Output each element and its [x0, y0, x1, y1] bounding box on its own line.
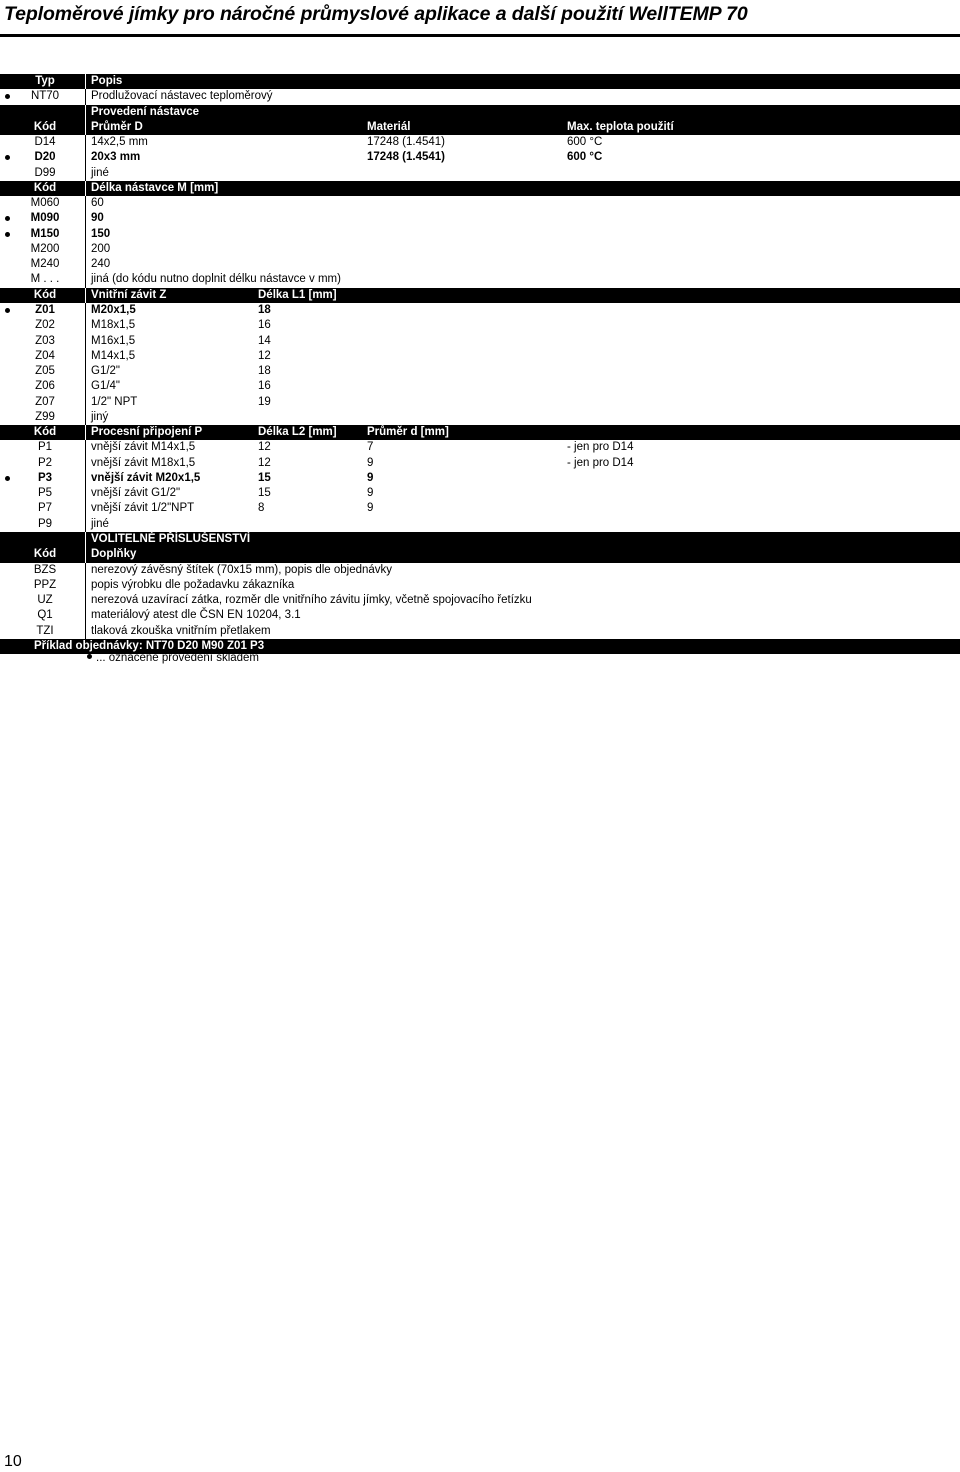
column-divider	[85, 272, 86, 287]
code-cell: Kód	[33, 181, 57, 194]
value-cell: 9	[367, 456, 374, 469]
value-cell: 12	[258, 441, 271, 454]
page-title: Teploměrové jímky pro náročné průmyslové aplikace a další použití WellTEMP 70	[4, 3, 748, 25]
table-row	[0, 517, 960, 532]
column-divider	[85, 425, 86, 440]
code-cell: D20	[34, 151, 56, 164]
value-cell: Doplňky	[91, 548, 137, 561]
table-header-row	[0, 288, 960, 303]
code-cell: Z99	[35, 410, 55, 423]
table-header-row	[0, 105, 960, 120]
column-divider	[85, 486, 86, 501]
column-divider	[85, 364, 86, 379]
code-cell: Z02	[35, 319, 55, 332]
column-divider	[85, 578, 86, 593]
value-cell: 15	[258, 487, 271, 500]
column-divider	[85, 196, 86, 211]
value-cell: G1/4"	[91, 380, 121, 393]
value-cell: 60	[91, 197, 104, 210]
order-example: Příklad objednávky: NT70 D20 M90 Z01 P3	[34, 639, 265, 652]
value-cell: VOLITELNÉ PŘÍSLUŠENSTVÍ	[91, 532, 251, 545]
bullet-icon	[5, 232, 10, 237]
value-cell: vnější závit M18x1,5	[91, 456, 196, 469]
code-cell: P5	[37, 487, 53, 500]
table-row	[0, 624, 960, 639]
value-cell: 14	[258, 334, 271, 347]
code-cell: Z05	[35, 365, 55, 378]
table-row	[0, 166, 960, 181]
value-cell: Délka L1 [mm]	[258, 288, 337, 301]
table-row	[0, 486, 960, 501]
order-code-table	[0, 74, 960, 654]
value-cell: jiný	[91, 410, 109, 423]
code-cell: M . . .	[30, 273, 60, 286]
code-cell: Z04	[35, 349, 55, 362]
value-cell: Délka L2 [mm]	[258, 426, 337, 439]
value-cell: 16	[258, 380, 271, 393]
table-row	[0, 150, 960, 165]
column-divider	[85, 456, 86, 471]
value-cell: 8	[258, 502, 265, 515]
table-header-row	[0, 74, 960, 89]
bullet-icon	[5, 216, 10, 221]
table-row	[0, 578, 960, 593]
value-cell: Materiál	[367, 120, 411, 133]
value-cell: G1/2"	[91, 365, 121, 378]
bullet-icon	[5, 476, 10, 481]
column-divider	[85, 181, 86, 196]
code-cell: M200	[30, 242, 60, 255]
table-row	[0, 563, 960, 578]
code-cell: P1	[37, 441, 53, 454]
value-cell: 90	[91, 212, 104, 225]
value-cell: jiná (do kódu nutno doplnit délku nástavce v mm)	[91, 273, 341, 286]
column-divider	[85, 74, 86, 89]
value-cell: - jen pro D14	[567, 441, 634, 454]
table-row	[0, 211, 960, 226]
value-cell: 7	[367, 441, 374, 454]
table-header-row	[0, 120, 960, 135]
column-divider	[85, 150, 86, 165]
table-row	[0, 410, 960, 425]
table-header-row	[0, 425, 960, 440]
value-cell: vnější závit M20x1,5	[91, 471, 201, 484]
column-divider	[85, 440, 86, 455]
code-cell: UZ	[37, 594, 53, 607]
value-cell: 17248 (1.4541)	[367, 136, 446, 149]
table-row	[0, 303, 960, 318]
value-cell: 19	[258, 395, 271, 408]
value-cell: 18	[258, 365, 271, 378]
value-cell: vnější závit G1/2"	[91, 487, 181, 500]
table-row	[0, 608, 960, 623]
value-cell: 9	[367, 487, 374, 500]
value-cell: 12	[258, 456, 271, 469]
column-divider	[85, 89, 86, 104]
bullet-icon	[5, 155, 10, 160]
code-cell: P9	[37, 517, 53, 530]
table-row	[0, 456, 960, 471]
value-cell: Délka nástavce M [mm]	[91, 181, 219, 194]
table-row	[0, 593, 960, 608]
bullet-icon	[87, 654, 92, 659]
code-cell: Typ	[35, 75, 55, 87]
column-divider	[85, 349, 86, 364]
value-cell: 240	[91, 258, 111, 271]
table-header-row	[0, 547, 960, 562]
table-row	[0, 242, 960, 257]
value-cell: 17248 (1.4541)	[367, 151, 446, 164]
table-header-row	[0, 532, 960, 547]
value-cell: M14x1,5	[91, 349, 136, 362]
code-cell: P7	[37, 502, 53, 515]
table-row	[0, 257, 960, 272]
value-cell: Průměr d [mm]	[367, 426, 449, 439]
column-divider	[85, 334, 86, 349]
column-divider	[85, 624, 86, 639]
value-cell: Popis	[91, 75, 123, 87]
title-rule	[0, 34, 960, 37]
value-cell: - jen pro D14	[567, 456, 634, 469]
table-row	[0, 196, 960, 211]
value-cell: 150	[91, 227, 111, 240]
table-row	[0, 501, 960, 516]
code-cell: M150	[30, 227, 60, 240]
code-cell: M060	[30, 197, 60, 210]
value-cell: 14x2,5 mm	[91, 136, 148, 149]
column-divider	[85, 471, 86, 486]
bullet-icon	[5, 94, 10, 99]
value-cell: M20x1,5	[91, 303, 136, 316]
column-divider	[85, 517, 86, 532]
table-row	[0, 318, 960, 333]
code-cell: Z03	[35, 334, 55, 347]
code-cell: Z06	[35, 380, 55, 393]
code-cell: Kód	[33, 120, 57, 133]
table-row	[0, 227, 960, 242]
table-row	[0, 471, 960, 486]
code-cell: M240	[30, 258, 60, 271]
column-divider	[85, 105, 86, 120]
table-row	[0, 379, 960, 394]
value-cell: 16	[258, 319, 271, 332]
value-cell: 12	[258, 349, 271, 362]
value-cell: jiné	[91, 166, 109, 179]
value-cell: 18	[258, 303, 271, 316]
value-cell: Průměr D	[91, 120, 143, 133]
code-cell: P2	[37, 456, 53, 469]
column-divider	[85, 547, 86, 562]
value-cell: Max. teplota použití	[567, 120, 674, 133]
code-cell: Kód	[33, 548, 57, 561]
column-divider	[85, 227, 86, 242]
value-cell: Vnitřní závit Z	[91, 288, 167, 301]
value-cell: 600 °C	[567, 151, 603, 164]
code-cell: P3	[37, 471, 53, 484]
code-cell: M090	[30, 212, 60, 225]
value-cell: 15	[258, 471, 271, 484]
value-cell: 9	[367, 502, 374, 515]
value-cell: vnější závit M14x1,5	[91, 441, 196, 454]
column-divider	[85, 120, 86, 135]
legend-text: ... označené provedení skladem	[96, 652, 260, 664]
table-row	[0, 272, 960, 287]
value-cell: M16x1,5	[91, 334, 136, 347]
column-divider	[85, 395, 86, 410]
column-divider	[85, 303, 86, 318]
table-row	[0, 135, 960, 150]
column-divider	[85, 135, 86, 150]
column-divider	[85, 166, 86, 181]
value-cell: 20x3 mm	[91, 151, 141, 164]
table-header-row	[0, 181, 960, 196]
value-cell: 9	[367, 471, 374, 484]
table-row	[0, 440, 960, 455]
value-cell: Prodlužovací nástavec teploměrový	[91, 90, 273, 103]
code-cell: NT70	[30, 90, 60, 103]
value-cell: materiálový atest dle ČSN EN 10204, 3.1	[91, 609, 301, 622]
code-cell: PPZ	[33, 578, 57, 591]
column-divider	[85, 501, 86, 516]
code-cell: BZS	[33, 563, 57, 576]
table-row	[0, 334, 960, 349]
code-cell: Kód	[33, 426, 57, 439]
code-cell: D99	[34, 166, 56, 179]
bullet-icon	[5, 308, 10, 313]
value-cell: jiné	[91, 517, 109, 530]
code-cell: Kód	[33, 288, 57, 301]
table-row	[0, 364, 960, 379]
code-cell: Z01	[35, 303, 55, 316]
value-cell: Provedení nástavce	[91, 105, 200, 118]
table-row	[0, 395, 960, 410]
column-divider	[85, 379, 86, 394]
column-divider	[85, 318, 86, 333]
column-divider	[85, 242, 86, 257]
code-cell: Q1	[37, 609, 53, 622]
column-divider	[85, 608, 86, 623]
table-row	[0, 89, 960, 104]
value-cell: tlaková zkouška vnitřním přetlakem	[91, 624, 271, 637]
legend	[87, 652, 259, 664]
code-cell: D14	[34, 136, 56, 149]
column-divider	[85, 563, 86, 578]
value-cell: nerezový závěsný štítek (70x15 mm), popis dle objednávky	[91, 563, 393, 576]
column-divider	[85, 410, 86, 425]
column-divider	[85, 211, 86, 226]
column-divider	[85, 593, 86, 608]
value-cell: 1/2" NPT	[91, 395, 138, 408]
value-cell: 600 °C	[567, 136, 603, 149]
column-divider	[85, 288, 86, 303]
value-cell: 200	[91, 242, 111, 255]
page-number: 10	[4, 1453, 22, 1470]
code-cell: TZI	[36, 624, 54, 637]
value-cell: M18x1,5	[91, 319, 136, 332]
value-cell: vnější závit 1/2"NPT	[91, 502, 195, 515]
table-row	[0, 349, 960, 364]
column-divider	[85, 532, 86, 547]
code-cell: Z07	[35, 395, 55, 408]
column-divider	[85, 257, 86, 272]
value-cell: nerezová uzavírací zátka, rozměr dle vnitřního závitu jímky, včetně spojovacího řetízku	[91, 594, 532, 607]
value-cell: popis výrobku dle požadavku zákazníka	[91, 578, 295, 591]
value-cell: Procesní připojení P	[91, 426, 203, 439]
